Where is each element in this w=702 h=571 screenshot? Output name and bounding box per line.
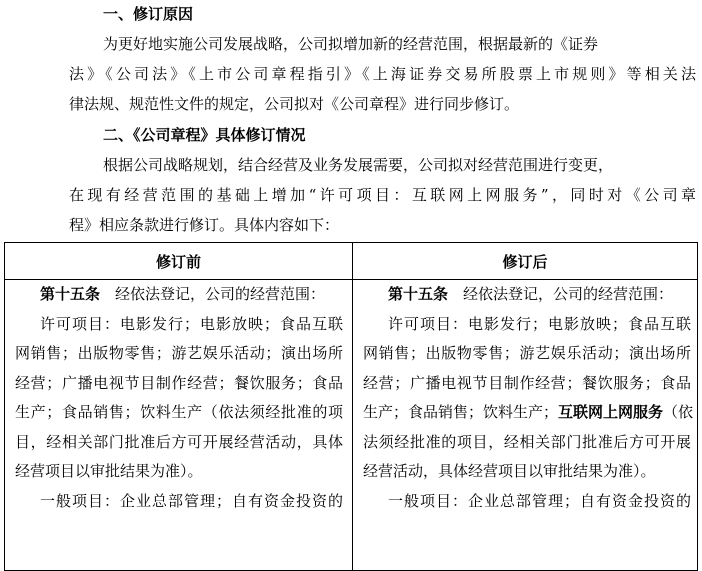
text-segment: （依 — [663, 403, 694, 421]
paragraph-line: 律法规、规范性文件的规定，公司拟对《公司章程》进行同步修订。 — [69, 95, 520, 113]
revision-comparison-table — [4, 242, 698, 571]
section-heading-details: 二、《公司章程》具体修订情况 — [103, 126, 306, 144]
section-heading-reason: 一、修订原因 — [103, 5, 194, 23]
text-line: 许可项目：电影发行；电影放映；食品互联 — [388, 314, 691, 333]
text-line: 网销售；出版物零售；游艺娱乐活动；演出场所 — [363, 344, 691, 362]
header-after: 修订后 — [353, 243, 698, 280]
text-line: 法须经批准的项目，经相关部门批准后方可开展 — [363, 432, 691, 451]
paragraph-line: 法》《公司法》《上市公司章程指引》《上海证券交易所股票上市规则》等相关法 — [69, 65, 696, 83]
text-line: 许可项目：电影发行；电影放映；食品互联 — [40, 314, 343, 333]
article-line — [363, 280, 691, 310]
paragraph-line: 为更好地实施公司发展战略，公司拟增加新的经营范围，根据最新的《证券 — [103, 35, 599, 53]
text-line: 经营活动，具体经营项目以审批结果为准）。 — [363, 462, 656, 480]
text-line: 生产；食品销售；饮料生产（依法须经批准的项 — [15, 403, 343, 421]
cell-before — [5, 280, 353, 571]
highlight-new-item: 互联网上网服务 — [558, 403, 664, 421]
paragraph-line: 在现有经营范围的基础上增加“许可项目：互联网上网服务”，同时对《公司章 — [69, 186, 696, 204]
article-text: 经依法登记，公司的经营范围： — [115, 285, 326, 303]
text-line: 一般项目：企业总部管理；自有资金投资的 — [388, 491, 691, 510]
text-line: 经营；广播电视节目制作经营；餐饮服务；食品 — [363, 373, 691, 392]
paragraph-line: 根据公司战略规划，结合经营及业务发展需要，公司拟对经营范围进行变更， — [103, 156, 614, 174]
text-line: 网销售；出版物零售；游艺娱乐活动；演出场所 — [15, 344, 343, 362]
article-line — [15, 280, 343, 310]
header-before: 修订前 — [5, 243, 353, 280]
text-line: 经营；广播电视节目制作经营；餐饮服务；食品 — [15, 373, 343, 392]
cell-after — [353, 280, 698, 571]
text-line: 一般项目：企业总部管理；自有资金投资的 — [40, 491, 343, 510]
text-line: 经营项目以审批结果为准）。 — [15, 462, 203, 480]
paragraph-line: 程》相应条款进行修订。具体内容如下： — [69, 216, 340, 234]
article-number: 第十五条 — [40, 285, 101, 303]
text-segment: 生产；食品销售；饮料生产； — [363, 403, 559, 421]
text-line — [363, 398, 694, 428]
article-number: 第十五条 — [388, 285, 449, 303]
article-text: 经依法登记，公司的经营范围： — [463, 285, 674, 303]
text-line: 目，经相关部门批准后方可开展经营活动，具体 — [15, 432, 343, 451]
